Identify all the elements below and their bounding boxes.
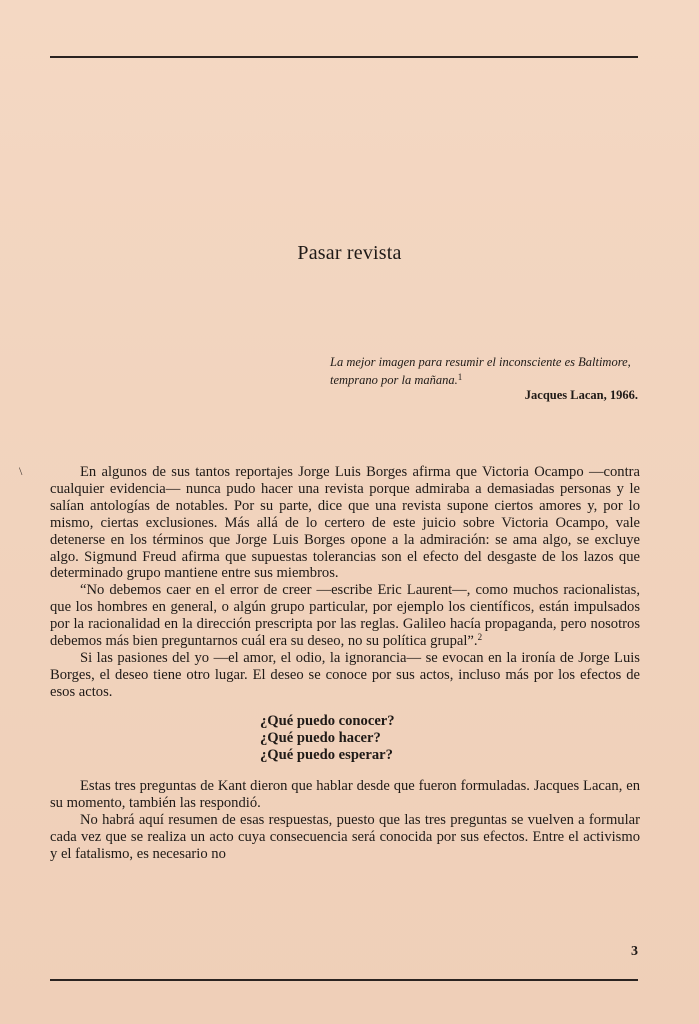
paragraph: No habrá aquí resumen de esas respuestas, puesto que las tres preguntas se vuelven a formular cada vez que se realiza un acto cuya consecuencia será conocida por sus efectos. Entre el activismo y el fatalismo, es necesario no xyxy=(50,812,640,862)
epigraph-author: Jacques Lacan, 1966. xyxy=(524,388,638,402)
paragraph: En algunos de sus tantos reportajes Jorge Luis Borges afirma que Victoria Ocampo —contra cualquier evidencia— nunca pudo hacer una revista porque admiraba a demasiadas personas y le salían antologías de notables. Por su parte, dice que una revista supone ciertos amores y, por lo mismo, ciertas exclusiones. Más allá de lo certero de este juicio sobre Victoria Ocampo, vale detenerse en los términos que Jorge Luis Borges opone a la admiración: se ama algo, se excluye algo. Sigmund Freud afirma que supuestas tolerancias son el efecto del desgaste de los lazos que determinado grupo mantiene entre sus miembros. xyxy=(50,464,640,582)
body-text xyxy=(50,464,640,863)
top-rule xyxy=(50,56,638,58)
paragraph xyxy=(50,582,640,650)
question: ¿Qué puedo hacer? xyxy=(260,729,381,746)
epigraph xyxy=(330,355,638,403)
epigraph-footnote-ref: 1 xyxy=(457,372,463,382)
paragraph-text: “No debemos caer en el error de creer —escribe Eric Laurent—, como muchos racionalistas, que los hombres en general, o algún grupo particular, por ejemplo los científicos, están impulsados por la racionalidad en la dirección prescripta por las reglas. Galileo hacía propaganda, pero nosotros debemos más bien preguntarnos cuál era su deseo, no su política grupal”. xyxy=(50,582,640,650)
footnote-ref: 2 xyxy=(477,632,483,643)
epigraph-quote xyxy=(330,355,638,388)
bottom-rule xyxy=(50,979,638,981)
question: ¿Qué puedo conocer? xyxy=(260,712,395,729)
question: ¿Qué puedo esperar? xyxy=(260,747,393,764)
paragraph: Estas tres preguntas de Kant dieron que hablar desde que fueron formuladas. Jacques Lacan, en su momento, también las respondió. xyxy=(50,778,640,812)
chapter-title: Pasar revista xyxy=(297,242,402,264)
page-number: 3 xyxy=(631,944,638,959)
margin-mark: \ xyxy=(19,464,23,478)
paragraph: Si las pasiones del yo —el amor, el odio, la ignorancia— se evocan en la ironía de Jorge Luis Borges, el deseo tiene otro lugar. El deseo se conoce por sus actos, incluso más por los efectos de esos actos. xyxy=(50,649,640,700)
epigraph-text: La mejor imagen para resumir el inconsciente es Baltimore, temprano por la mañana. xyxy=(330,355,631,387)
kant-questions xyxy=(50,713,640,765)
